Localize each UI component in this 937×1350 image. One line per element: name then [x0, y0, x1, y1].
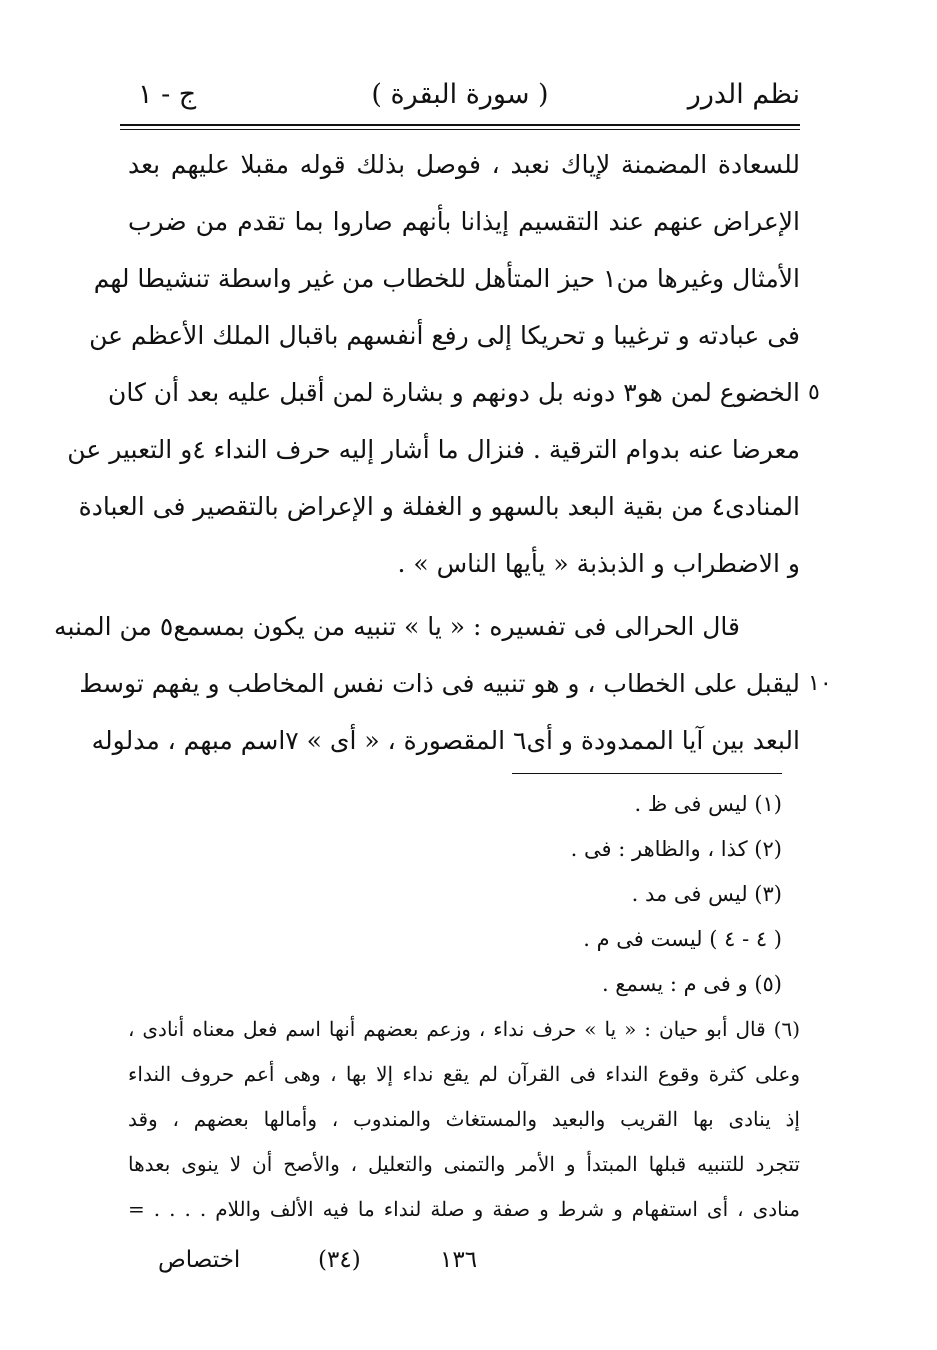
catchword: اختصاص [158, 1247, 241, 1273]
footnote-continuation: وعلى كثرة وقوع النداء فى القرآن لم يقع نداء إلا بها ، وهى أعم حروف النداء [128, 1062, 800, 1086]
running-header [120, 70, 800, 120]
text-line: الإعراض عنهم عند التقسيم إيذانا بأنهم صاروا بما تقدم من ضرب [128, 207, 800, 236]
part-number: ج - ١ [138, 79, 197, 110]
text-line: ليقبل على الخطاب ، و هو تنبيه فى ذات نفس المخاطب و يفهم توسط [79, 669, 800, 698]
footnote-continuation: تتجرد للتنبيه قبلها المبتدأ و الأمر والتمنى والتعليل ، والأصح أن لا ينوى بعدها [128, 1152, 800, 1176]
footnote: (١) ليس فى ظ . [634, 792, 782, 816]
footnote: (٦) قال أبو حيان : « يا » حرف نداء ، وزعم بعضهم أنها اسم فعل معناه أنادى ، [128, 1017, 800, 1041]
footnote-rule [512, 773, 782, 774]
footnote-continuation: منادى ، أى استفهام و شرط و صفة و صلة لنداء ما فيه الألف واللام . . . . = [128, 1197, 800, 1221]
text-line: قال الحرالى فى تفسيره : « يا » تنبيه من يكون بمسمع٥ من المنبه [54, 612, 740, 641]
line-number: ١٠ [808, 671, 832, 696]
text-line: البعد بين آيا الممدودة و أى٦ المقصورة ، « أى » ٧اسم مبهم ، مدلوله [91, 726, 800, 755]
text-line: المنادى٤ من بقية البعد بالسهو و الغفلة و الإعراض بالتقصير فى العبادة [78, 492, 800, 521]
page-number: ١٣٦ [440, 1247, 478, 1273]
text-line: و الاضطراب و الذبذبة « يأيها الناس » . [397, 549, 800, 578]
header-rule-thin [120, 129, 800, 130]
header-rule [120, 124, 800, 126]
footnote: (٢) كذا ، والظاهر : فى . [570, 837, 782, 861]
signature-mark: (٣٤) [318, 1247, 361, 1273]
surah-title: ( سورة البقرة ) [371, 79, 549, 110]
footnote: ( ٤ - ٤ ) ليست فى م . [583, 927, 782, 951]
text-line: الأمثال وغيرها من١ حيز المتأهل للخطاب من غير واسطة تنشيطا لهم [93, 264, 800, 293]
text-line: للسعادة المضمنة لإياك نعبد ، فوصل بذلك قوله مقبلا عليهم بعد [128, 150, 800, 179]
text-line: معرضا عنه بدوام الترقية . فنزال ما أشار إليه حرف النداء ٤و التعبير عن [67, 435, 800, 464]
footnote-continuation: إذ ينادى بها القريب والبعيد والمستغاث والمندوب ، وأمالها بعضهم ، وقد [128, 1107, 800, 1131]
book-title: نظم الدرر [687, 79, 800, 110]
text-line: فى عبادته و ترغيبا و تحريكا إلى رفع أنفسهم باقبال الملك الأعظم عن [89, 321, 800, 350]
text-line: الخضوع لمن هو٣ دونه بل دونهم و بشارة لمن أقبل عليه بعد أن كان [107, 378, 800, 407]
line-number: ٥ [808, 380, 820, 405]
footnote: (٣) ليس فى مد . [631, 882, 782, 906]
footnote: (٥) و فى م : يسمع . [601, 972, 782, 996]
